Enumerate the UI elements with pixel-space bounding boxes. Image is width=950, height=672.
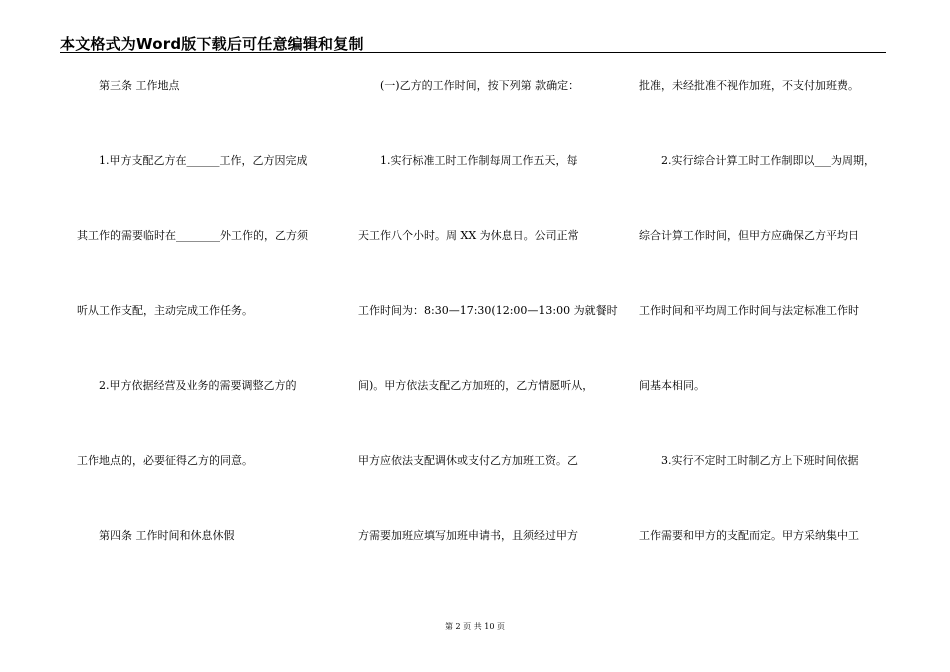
- document-header-title: 本文格式为Word版下载后可任意编辑和复制: [60, 35, 364, 53]
- page-number-footer: 第 2 页 共 10 页: [445, 622, 505, 631]
- text-line: 工作时间和平均周工作时间与法定标准工作时: [639, 304, 859, 317]
- text-line: 间)。甲方依法支配乙方加班的，乙方情愿听从，: [358, 379, 594, 392]
- text-line: 1.实行标准工时工作制每周工作五天，每: [358, 154, 578, 167]
- text-line: 批准，未经批准不视作加班，不支付加班费。: [639, 79, 859, 92]
- text-line: 工作需要和甲方的支配而定。甲方采纳集中工: [639, 529, 859, 542]
- text-line: 间基本相同。: [639, 379, 705, 392]
- text-line: 3.实行不定时工时制乙方上下班时间依据: [639, 454, 859, 467]
- text-line: 甲方应依法支配调休或支付乙方加班工资。乙: [358, 454, 578, 467]
- text-line: 天工作八个小时。周 XX 为休息日。公司正常: [358, 229, 579, 242]
- text-line: 2.甲方依据经营及业务的需要调整乙方的: [77, 379, 297, 392]
- text-line: 方需要加班应填写加班申请书，且须经过甲方: [358, 529, 578, 542]
- text-line: 工作时间为：8:30—17:30(12:00—13:00 为就餐时: [358, 304, 618, 317]
- text-line: 第四条 工作时间和休息休假: [77, 529, 235, 542]
- text-line: 综合计算工作时间，但甲方应确保乙方平均日: [639, 229, 859, 242]
- text-line: 听从工作支配，主动完成工作任务。: [77, 304, 253, 317]
- text-line: 工作地点的，必要征得乙方的同意。: [77, 454, 253, 467]
- text-line: (一)乙方的工作时间，按下列第 款确定：: [358, 79, 580, 92]
- text-line: 1.甲方支配乙方在______工作，乙方因完成: [77, 154, 308, 167]
- text-line: 2.实行综合计算工时工作制即以___为周期，: [639, 154, 875, 167]
- header-divider: [60, 52, 886, 53]
- text-line: 第三条 工作地点: [77, 79, 180, 92]
- text-line: 其工作的需要临时在________外工作的，乙方须: [77, 229, 308, 242]
